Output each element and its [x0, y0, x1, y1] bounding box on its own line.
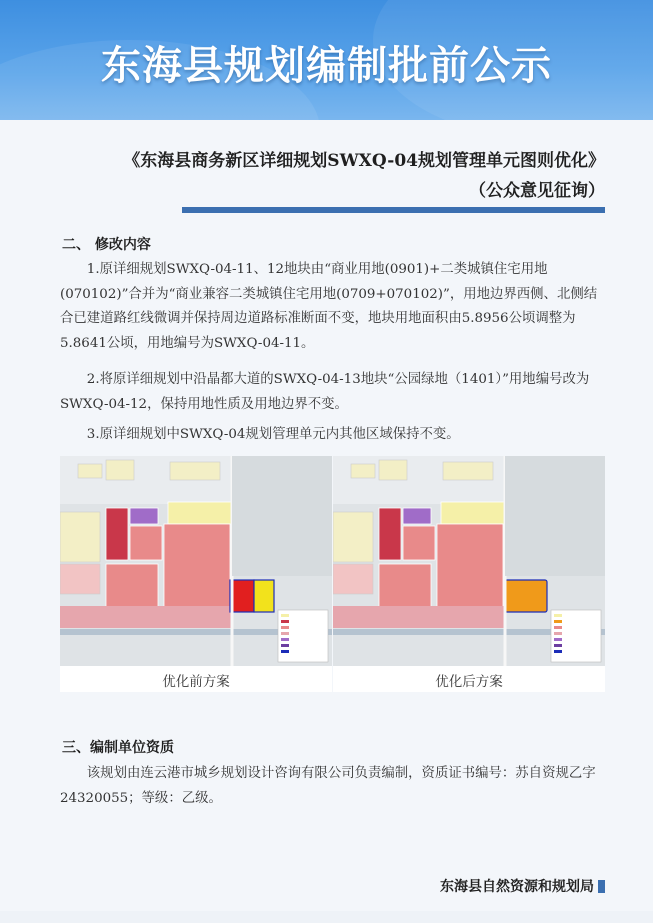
figure-before — [60, 456, 332, 692]
section-heading-qualification: 三、编制单位资质 — [62, 740, 174, 756]
bottom-band — [0, 911, 653, 923]
paragraph-1: 1.原详细规划SWXQ-04-11、12地块由“商业用地(0901)+二类城镇住宅用地(070102)”合并为“商业兼容二类城镇住宅用地(0709+070102)”，用地边界西侧、北侧结合已建道路红线微调并保持周边道路标准断面不变，地块用地面积由5.8956公顷调整为5.8641公顷，用地编号为SWXQ-04-11。 — [60, 262, 598, 351]
figure-after-caption: 优化后方案 — [435, 674, 503, 690]
issuer-signature — [440, 876, 605, 896]
document-title: 《东海县商务新区详细规划SWXQ-04规划管理单元图则优化》 — [123, 151, 605, 171]
figure-after — [333, 456, 605, 692]
paragraph-3: 3.原详细规划中SWXQ-04规划管理单元内其他区域保持不变。 — [86, 427, 460, 442]
figure-before-caption: 优化前方案 — [162, 674, 230, 690]
banner-title: 东海县规划编制批前公示 — [101, 43, 552, 89]
qualification-paragraph: 该规划由连云港市城乡规划设计咨询有限公司负责编制，资质证书编号：苏自资规乙字24320055；等级：乙级。 — [60, 766, 596, 806]
map-after — [333, 456, 605, 666]
map-before — [60, 456, 332, 666]
issuer-name: 东海县自然资源和规划局 — [440, 879, 594, 895]
document-subtitle: （公众意见征询） — [469, 181, 605, 201]
header-banner — [0, 0, 653, 120]
footer-accent-mark — [598, 880, 605, 893]
paragraph-2: 2.将原详细规划中沿晶都大道的SWXQ-04-13地块“公园绿地（1401）”用地编号改为SWXQ-04-12，保持用地性质及用地边界不变。 — [60, 372, 590, 412]
section-heading-modifications: 二、 修改内容 — [62, 237, 151, 253]
title-underline — [182, 207, 605, 213]
